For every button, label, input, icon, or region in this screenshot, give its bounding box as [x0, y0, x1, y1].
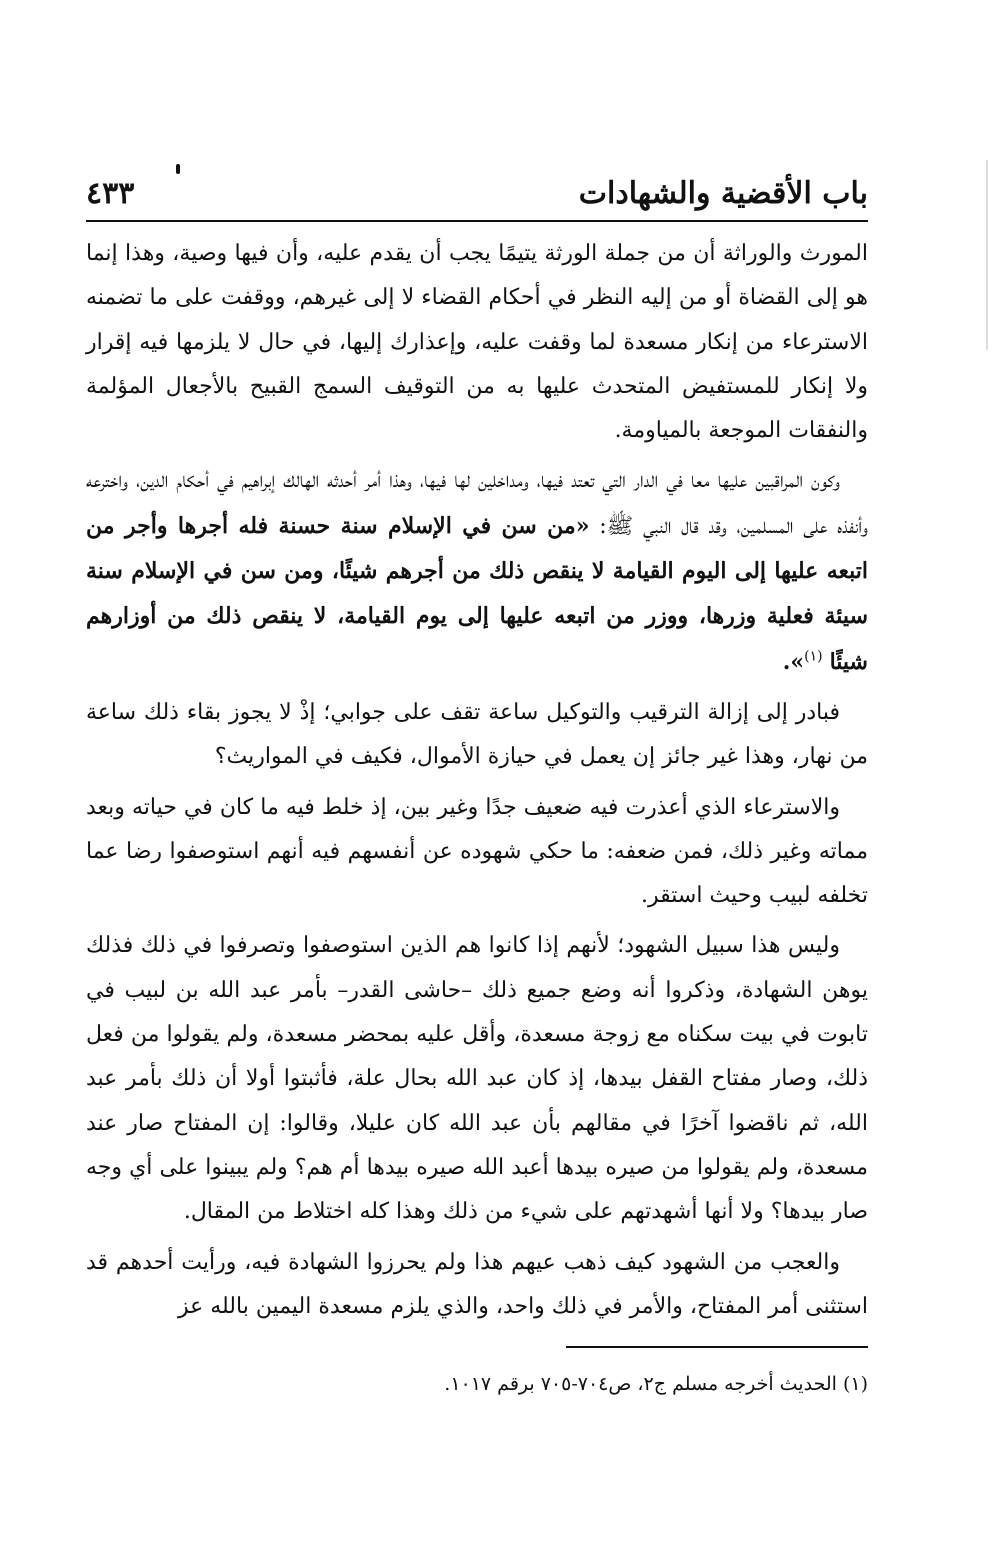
main-text	[86, 232, 868, 1335]
paragraph-4: والاسترعاء الذي أعذرت فيه ضعيف جدًا وغير بين، إذ خلط فيه ما كان في حياته وبعد مماته وغير ذلك، فمن ضعفه: ما حكي شهوده عن أنفسهم فيه أنهم استوصفوا رضا عما تخلفه لبيب وحيث استقر.	[86, 794, 868, 909]
footnote: (١) الحديث أخرجه مسلم ج٢، ص٧٠٤-٧٠٥ برقم ١٠١٧.	[444, 1373, 868, 1395]
footnote-reference[interactable]: (١)	[804, 648, 823, 665]
scan-edge	[986, 160, 988, 350]
paragraph-3: فبادر إلى إزالة الترقيب والتوكيل ساعة تقف على جوابي؛ إذْ لا يجوز بقاء ذلك ساعة من نهار، وهذا غير جائز إن يعمل في حيازة الأموال، فكيف في المواريث؟	[86, 699, 868, 770]
hadith-quote-end: ».	[782, 648, 805, 675]
page-number: ٤٣٣	[86, 176, 135, 211]
paragraph-2	[86, 459, 868, 684]
running-header	[86, 158, 868, 214]
paragraph-1: المورث والوراثة أن من جملة الورثة يتيمًا يجب أن يقدم عليه، وأن فيها وصية، وهذا إنما هو إلى القضاة أو من إليه النظر في أحكام القضاء لا إلى غيرهم، ووقفت على ما تضمنه الاسترعاء من إنكار مسعدة لما وقفت عليه، وإعذارك إليها، في حال لا يلزمها فيه إقرار ولا إنكار للمستفيض المتحدث عليها به من التوقيف السمج القبيح بالأجعال المؤلمة والنفقات الموجعة بالمياومة.	[86, 241, 868, 444]
ink-mark	[176, 164, 180, 174]
header-rule	[86, 220, 868, 222]
paragraph-2-intro: وكون المراقبين عليها معا في الدار التي تعتد فيها، ومداخلين لها فيها، وهذا أمر أحدثه الهالك إبراهيم في أحكام الدين، واخترعه وأنفذه على المسلمين، وقد قال النبي ﷺ:	[86, 468, 868, 539]
chapter-title: باب الأقضية والشهادات	[578, 176, 868, 211]
paragraph-5: وليس هذا سبيل الشهود؛ لأنهم إذا كانوا هم الذين استوصفوا وتصرفوا في ذلك فذلك يوهن الشهادة، وذكروا أنه وضع جميع ذلك –حاشى القدر– بأمر عبد الله بن لبيب في تابوت في بيت سكناه مع زوجة مسعدة، وأقل عليه بمحضر مسعدة، ولم يقولوا من فعل ذلك، وصار مفتاح القفل بيدها، إذ كان عبد الله بحال علة، فأثبتوا أولا أن ذلك بأمر عبد الله، ثم ناقضوا آخرًا في مقالهم بأن عبد الله كان عليلا، وقالوا: إن المفتاح صار عند مسعدة، ولم يقولوا من صيره بيدها أعبد الله صيره بيدها أم هم؟ ولم يبينوا على أي وجه صار بيدها؟ ولا أنها أشهدتهم على شيء من ذلك وهذا كله اختلاط من المقال.	[86, 933, 868, 1225]
hadith-quote: «من سن في الإسلام سنة حسنة فله أجرها وأجر من اتبعه عليها إلى اليوم القيامة لا ينقص ذلك من أجرهم شيئًا، ومن سن في الإسلام سنة سيئة فعلية وزرها، ووزر من اتبعه عليها إلى يوم القيامة، لا ينقص ذلك من أوزارهم شيئًا	[86, 512, 868, 675]
paragraph-6: والعجب من الشهود كيف ذهب عيهم هذا ولم يحرزوا الشهادة فيه، ورأيت أحدهم قد استثنى أمر المفتاح، والأمر في ذلك واحد، والذي يلزم مسعدة اليمين بالله عز	[86, 1249, 868, 1319]
footnote-rule	[566, 1346, 868, 1348]
